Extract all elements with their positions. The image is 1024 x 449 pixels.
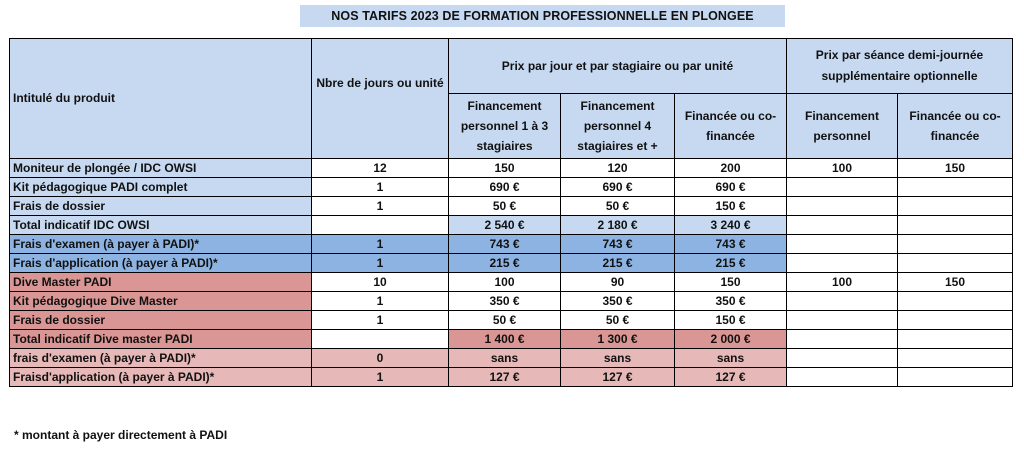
row-name: Kit pédagogique Dive Master — [10, 292, 312, 311]
header-sub-funded: Financée ou co-financée — [675, 94, 787, 159]
row-extra-2 — [898, 254, 1013, 273]
row-extra-1 — [787, 254, 898, 273]
page-title: NOS TARIFS 2023 DE FORMATION PROFESSIONNELLE EN PLONGEE — [300, 5, 785, 27]
table-row — [10, 273, 1013, 292]
row-price-1: 690 € — [449, 178, 561, 197]
row-price-3: sans — [675, 349, 787, 368]
row-price-1: 350 € — [449, 292, 561, 311]
row-days: 1 — [312, 235, 449, 254]
row-extra-1 — [787, 330, 898, 349]
header-product: Intitulé du produit — [10, 39, 312, 159]
row-name: Moniteur de plongée / IDC OWSI — [10, 159, 312, 178]
row-days: 12 — [312, 159, 449, 178]
row-price-2: sans — [561, 349, 675, 368]
row-price-1: 100 — [449, 273, 561, 292]
row-price-1: 2 540 € — [449, 216, 561, 235]
row-extra-1 — [787, 311, 898, 330]
header-group-price: Prix par jour et par stagiaire ou par unité — [449, 39, 787, 94]
table-row — [10, 235, 1013, 254]
row-price-3: 743 € — [675, 235, 787, 254]
row-extra-2: 150 — [898, 273, 1013, 292]
row-extra-1: 100 — [787, 159, 898, 178]
table-row — [10, 330, 1013, 349]
table-row — [10, 349, 1013, 368]
row-price-2: 50 € — [561, 197, 675, 216]
row-price-3: 150 € — [675, 197, 787, 216]
row-price-3: 690 € — [675, 178, 787, 197]
table-row — [10, 178, 1013, 197]
table-row — [10, 197, 1013, 216]
row-extra-2 — [898, 349, 1013, 368]
row-price-2: 127 € — [561, 368, 675, 387]
table-row — [10, 254, 1013, 273]
row-extra-1: 100 — [787, 273, 898, 292]
row-extra-2 — [898, 330, 1013, 349]
table-row — [10, 159, 1013, 178]
row-price-1: 50 € — [449, 311, 561, 330]
row-extra-1 — [787, 368, 898, 387]
row-extra-1 — [787, 216, 898, 235]
header-sub-extra-funded: Financée ou co-financée — [898, 94, 1013, 159]
pricing-table — [9, 38, 1013, 387]
row-days — [312, 330, 449, 349]
row-price-3: 2 000 € — [675, 330, 787, 349]
row-price-3: 127 € — [675, 368, 787, 387]
row-name: frais d'examen (à payer à PADI)* — [10, 349, 312, 368]
row-days: 1 — [312, 311, 449, 330]
row-price-2: 50 € — [561, 311, 675, 330]
row-extra-2 — [898, 216, 1013, 235]
row-extra-2 — [898, 311, 1013, 330]
row-price-2: 690 € — [561, 178, 675, 197]
row-price-3: 200 — [675, 159, 787, 178]
row-price-2: 2 180 € — [561, 216, 675, 235]
header-sub-personal-1-3: Financement personnel 1 à 3 stagiaires — [449, 94, 561, 159]
table-row — [10, 216, 1013, 235]
row-name: Frais de dossier — [10, 197, 312, 216]
row-price-3: 150 — [675, 273, 787, 292]
row-price-2: 1 300 € — [561, 330, 675, 349]
row-extra-2: 150 — [898, 159, 1013, 178]
row-name: Frais d'examen (à payer à PADI)* — [10, 235, 312, 254]
row-price-1: 50 € — [449, 197, 561, 216]
row-price-2: 215 € — [561, 254, 675, 273]
header-sub-personal-4plus: Financement personnel 4 stagiaires et + — [561, 94, 675, 159]
header-days: Nbre de jours ou unité — [312, 39, 449, 159]
row-name: Kit pédagogique PADI complet — [10, 178, 312, 197]
table-row — [10, 292, 1013, 311]
row-extra-2 — [898, 197, 1013, 216]
table-row — [10, 368, 1013, 387]
row-days — [312, 216, 449, 235]
row-price-1: 127 € — [449, 368, 561, 387]
row-name: Frais de dossier — [10, 311, 312, 330]
row-name: Frais d'application (à payer à PADI)* — [10, 254, 312, 273]
row-extra-1 — [787, 235, 898, 254]
row-extra-2 — [898, 368, 1013, 387]
header-sub-extra-personal: Financement personnel — [787, 94, 898, 159]
row-extra-1 — [787, 178, 898, 197]
row-price-3: 3 240 € — [675, 216, 787, 235]
row-price-2: 120 — [561, 159, 675, 178]
row-price-1: 215 € — [449, 254, 561, 273]
row-extra-2 — [898, 292, 1013, 311]
row-price-1: sans — [449, 349, 561, 368]
header-group-extra: Prix par séance demi-journée supplémentaire optionnelle — [787, 39, 1013, 94]
row-name: Total indicatif IDC OWSI — [10, 216, 312, 235]
row-price-3: 350 € — [675, 292, 787, 311]
row-extra-1 — [787, 349, 898, 368]
table-row — [10, 311, 1013, 330]
row-days: 1 — [312, 254, 449, 273]
row-name: Fraisd'application (à payer à PADI)* — [10, 368, 312, 387]
row-price-1: 1 400 € — [449, 330, 561, 349]
row-name: Total indicatif Dive master PADI — [10, 330, 312, 349]
row-name: Dive Master PADI — [10, 273, 312, 292]
row-days: 0 — [312, 349, 449, 368]
row-price-2: 743 € — [561, 235, 675, 254]
row-days: 1 — [312, 368, 449, 387]
row-extra-1 — [787, 197, 898, 216]
row-extra-1 — [787, 292, 898, 311]
row-extra-2 — [898, 178, 1013, 197]
row-days: 10 — [312, 273, 449, 292]
row-price-1: 743 € — [449, 235, 561, 254]
row-days: 1 — [312, 178, 449, 197]
row-extra-2 — [898, 235, 1013, 254]
row-price-3: 150 € — [675, 311, 787, 330]
row-price-2: 90 — [561, 273, 675, 292]
row-days: 1 — [312, 197, 449, 216]
row-price-2: 350 € — [561, 292, 675, 311]
row-price-3: 215 € — [675, 254, 787, 273]
row-price-1: 150 — [449, 159, 561, 178]
footnote: * montant à payer directement à PADI — [14, 428, 228, 442]
row-days: 1 — [312, 292, 449, 311]
